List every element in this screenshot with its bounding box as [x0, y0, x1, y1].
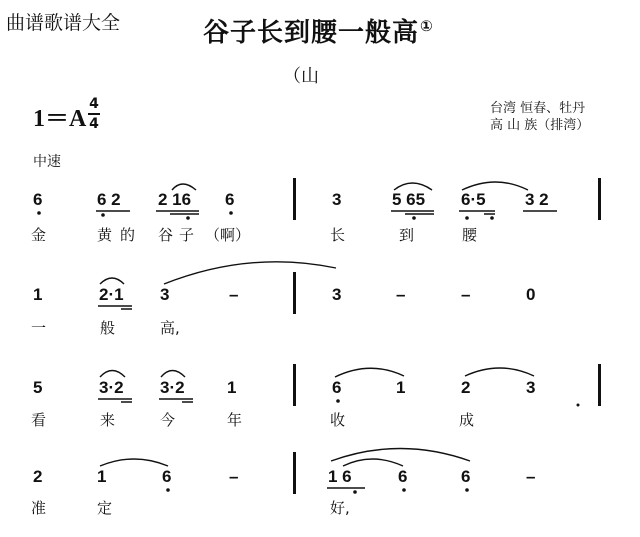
slur	[465, 368, 534, 376]
slur	[335, 368, 404, 377]
slur	[100, 371, 125, 378]
lyric: 腰	[462, 226, 478, 244]
slur	[100, 459, 168, 466]
octave-dot	[229, 211, 233, 215]
breath-mark	[577, 404, 580, 407]
lyric: 谷子	[158, 226, 201, 244]
slur	[343, 459, 403, 466]
note: –	[461, 285, 471, 304]
note: 6	[162, 467, 172, 486]
note: 3	[526, 378, 536, 397]
lyric: 来	[100, 411, 116, 429]
note: 6	[332, 378, 342, 397]
note: 6	[33, 190, 43, 209]
octave-dot	[465, 216, 469, 220]
note: –	[229, 467, 239, 486]
tempo-marking: 中速	[33, 154, 61, 170]
lyric: 长	[330, 226, 346, 244]
footnote-marker: ①	[420, 17, 434, 36]
note: 2	[33, 467, 43, 486]
lyric: 准	[31, 499, 47, 517]
lyric: 今	[160, 411, 176, 429]
octave-dot	[101, 213, 105, 217]
note: 1 6	[328, 467, 352, 486]
note: 6 2	[97, 190, 121, 209]
song-title-text: 谷子长到腰一般高	[203, 18, 420, 48]
note: –	[396, 285, 406, 304]
note: 3	[160, 285, 170, 304]
slur	[462, 182, 528, 190]
note: 2	[461, 378, 471, 397]
note: 5 65	[392, 190, 426, 209]
lyric: 收	[330, 411, 346, 429]
note: –	[229, 285, 239, 304]
note: 2 16	[158, 190, 192, 209]
lyric: 成	[459, 411, 475, 429]
lyric: 到	[399, 226, 415, 244]
slur	[331, 449, 470, 462]
note: 3·2	[160, 378, 185, 397]
note: 1	[33, 285, 43, 304]
note: 0	[526, 285, 536, 304]
lyric: 一	[31, 319, 47, 337]
octave-dot	[166, 488, 170, 492]
key-signature: 1＝A	[33, 106, 87, 132]
note: 3	[332, 190, 342, 209]
note: 6	[225, 190, 235, 209]
octave-dot	[412, 216, 416, 220]
note: 1	[396, 378, 406, 397]
lyric: （啊）	[205, 226, 251, 244]
lyric: 般	[100, 319, 116, 337]
credit-line-2: 高 山 族（排湾）	[490, 118, 590, 133]
note: 6	[398, 467, 408, 486]
note: 3	[332, 285, 342, 304]
note: 5	[33, 378, 43, 397]
note: 3 2	[525, 190, 549, 209]
note: 6	[461, 467, 471, 486]
paren-text: （山	[283, 66, 319, 87]
octave-dot	[336, 399, 340, 403]
lyric: 看	[31, 411, 47, 429]
slur	[172, 184, 196, 190]
lyric: 黄的	[97, 226, 144, 244]
lyric: 好,	[330, 499, 350, 517]
octave-dot	[353, 490, 357, 494]
lyric: 金	[31, 226, 47, 244]
slur	[394, 183, 432, 190]
note: 3·2	[99, 378, 124, 397]
credit-line-1: 台湾 恒春、牡丹	[490, 101, 586, 116]
lyric: 年	[227, 411, 243, 429]
note: –	[526, 467, 536, 486]
lyric: 高,	[160, 319, 180, 337]
octave-dot	[37, 211, 41, 215]
octave-dot	[186, 216, 190, 220]
slur	[161, 371, 185, 378]
lyric: 定	[97, 499, 113, 517]
note: 6·5	[461, 190, 486, 209]
note: 2·1	[99, 285, 124, 304]
octave-dot	[402, 488, 406, 492]
time-sig-top: 4	[89, 96, 99, 112]
octave-dot	[465, 488, 469, 492]
note: 1	[97, 467, 107, 486]
note: 1	[227, 378, 237, 397]
slur	[100, 278, 124, 284]
time-sig-bottom: 4	[89, 115, 99, 132]
octave-dot	[490, 216, 494, 220]
tie	[164, 262, 336, 284]
watermark: 曲谱歌谱大全	[6, 12, 121, 34]
